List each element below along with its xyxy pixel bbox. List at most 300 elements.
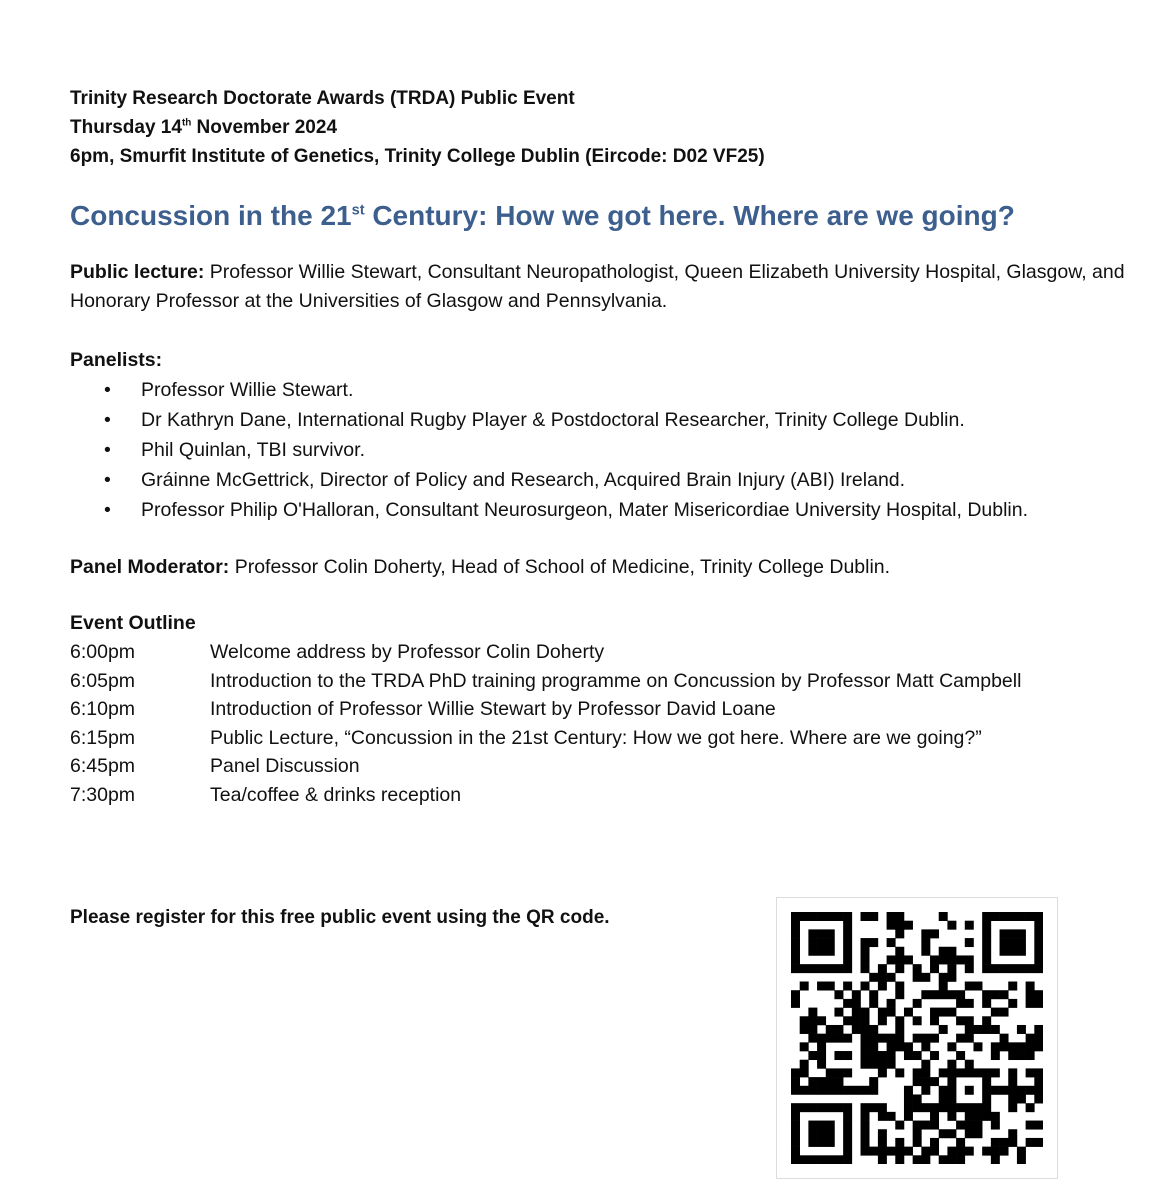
qr-module: [826, 1155, 835, 1164]
qr-module: [904, 1094, 913, 1103]
qr-module: [791, 990, 800, 999]
qr-module: [861, 1008, 870, 1017]
qr-module: [913, 964, 922, 973]
qr-module: [878, 1147, 887, 1156]
qr-module: [939, 947, 948, 956]
qr-module: [843, 1034, 852, 1043]
qr-module: [913, 1129, 922, 1138]
qr-module: [869, 973, 878, 982]
qr-module: [939, 1155, 948, 1164]
qr-module: [956, 1155, 965, 1164]
outline-desc: Introduction of Professor Willie Stewart by Professor David Loane: [210, 698, 776, 720]
qr-module: [1034, 1042, 1043, 1051]
qr-module: [921, 1060, 930, 1069]
qr-module: [791, 1086, 800, 1095]
qr-module: [1008, 1138, 1017, 1147]
qr-module: [930, 1051, 939, 1060]
qr-module: [1008, 964, 1017, 973]
event-outline-heading: Event Outline: [70, 612, 196, 634]
qr-module: [947, 1042, 956, 1051]
qr-module: [982, 1094, 991, 1103]
qr-module: [808, 1103, 817, 1112]
list-item: • Phil Quinlan, TBI survivor.: [70, 435, 1140, 465]
qr-module: [913, 1051, 922, 1060]
qr-module: [1008, 947, 1017, 956]
qr-module: [1034, 964, 1043, 973]
qr-module: [1008, 982, 1017, 991]
qr-module: [869, 1034, 878, 1043]
qr-module: [965, 921, 974, 930]
qr-module: [904, 1147, 913, 1156]
qr-module: [869, 1086, 878, 1095]
qr-module: [808, 1155, 817, 1164]
qr-module: [887, 973, 896, 982]
qr-module: [887, 1147, 896, 1156]
panel-moderator: [70, 553, 1140, 582]
qr-module: [817, 1051, 826, 1060]
qr-module: [930, 1034, 939, 1043]
qr-module: [817, 929, 826, 938]
qr-module: [843, 1129, 852, 1138]
qr-module: [939, 1094, 948, 1103]
qr-module: [843, 921, 852, 930]
qr-module: [1034, 1034, 1043, 1043]
qr-module: [895, 1155, 904, 1164]
qr-module: [869, 990, 878, 999]
qr-module: [817, 912, 826, 921]
qr-module: [861, 1121, 870, 1130]
qr-module: [1034, 1138, 1043, 1147]
qr-module: [930, 929, 939, 938]
qr-module: [1017, 929, 1026, 938]
qr-module: [861, 1112, 870, 1121]
qr-module: [878, 1034, 887, 1043]
qr-module: [1026, 1042, 1035, 1051]
qr-module: [791, 912, 800, 921]
qr-module: [834, 1086, 843, 1095]
qr-module: [921, 1042, 930, 1051]
qr-module: [861, 955, 870, 964]
qr-module: [982, 1025, 991, 1034]
qr-module: [947, 1155, 956, 1164]
qr-module: [791, 1138, 800, 1147]
qr-module: [947, 1147, 956, 1156]
qr-module: [913, 1155, 922, 1164]
qr-module: [921, 929, 930, 938]
qr-module: [939, 1086, 948, 1095]
qr-module: [895, 1034, 904, 1043]
qr-module: [913, 973, 922, 982]
qr-module: [982, 1077, 991, 1086]
qr-module: [817, 1121, 826, 1130]
qr-module: [1034, 938, 1043, 947]
qr-module: [817, 1138, 826, 1147]
qr-module: [904, 1112, 913, 1121]
qr-module: [1000, 929, 1009, 938]
qr-code-icon: [791, 912, 1043, 1164]
bullet-icon: •: [104, 469, 111, 491]
qr-module: [965, 1068, 974, 1077]
qr-module: [878, 1112, 887, 1121]
qr-module: [843, 1121, 852, 1130]
qr-module: [1008, 1086, 1017, 1095]
qr-module: [913, 1016, 922, 1025]
qr-module: [947, 955, 956, 964]
qr-module: [956, 990, 965, 999]
qr-module: [913, 1077, 922, 1086]
panel-moderator-text: Professor Colin Doherty, Head of School of Medicine, Trinity College Dublin.: [229, 556, 891, 578]
qr-module: [904, 1042, 913, 1051]
qr-module: [982, 955, 991, 964]
qr-module: [939, 1068, 948, 1077]
qr-module: [982, 999, 991, 1008]
qr-module: [895, 990, 904, 999]
qr-module: [1026, 1103, 1035, 1112]
qr-module: [817, 1034, 826, 1043]
qr-module: [834, 1008, 843, 1017]
qr-module: [878, 1129, 887, 1138]
qr-module: [878, 964, 887, 973]
qr-module: [956, 1103, 965, 1112]
qr-module: [869, 938, 878, 947]
qr-module: [1008, 1051, 1017, 1060]
qr-module: [895, 929, 904, 938]
qr-module: [800, 1103, 809, 1112]
qr-module: [1008, 999, 1017, 1008]
qr-module: [1026, 964, 1035, 973]
qr-module: [947, 990, 956, 999]
qr-module: [843, 1155, 852, 1164]
qr-module: [1017, 1025, 1026, 1034]
qr-module: [861, 912, 870, 921]
event-outline: [70, 638, 1140, 809]
qr-module: [895, 1025, 904, 1034]
qr-module: [843, 1068, 852, 1077]
outline-row: [70, 638, 1140, 667]
qr-module: [1008, 912, 1017, 921]
qr-module: [861, 1034, 870, 1043]
qr-module: [921, 947, 930, 956]
qr-module: [973, 1025, 982, 1034]
qr-module: [1000, 1008, 1009, 1017]
qr-module: [965, 1016, 974, 1025]
qr-module: [1008, 1129, 1017, 1138]
qr-module: [791, 1129, 800, 1138]
qr-module: [913, 1138, 922, 1147]
qr-module: [861, 1086, 870, 1095]
qr-module: [869, 1147, 878, 1156]
qr-module: [939, 1008, 948, 1017]
qr-module: [1017, 1086, 1026, 1095]
qr-module: [965, 1147, 974, 1156]
event-name: Trinity Research Doctorate Awards (TRDA) Public Event: [70, 88, 575, 109]
qr-module: [843, 999, 852, 1008]
qr-module: [791, 1121, 800, 1130]
outline-desc: Tea/coffee & drinks reception: [210, 783, 462, 806]
qr-module: [817, 1060, 826, 1069]
qr-module: [939, 955, 948, 964]
qr-module: [913, 999, 922, 1008]
qr-module: [834, 912, 843, 921]
qr-module: [947, 921, 956, 930]
qr-module: [1026, 1068, 1035, 1077]
qr-module: [878, 973, 887, 982]
qr-module: [921, 1034, 930, 1043]
qr-module: [808, 947, 817, 956]
qr-module: [1026, 1034, 1035, 1043]
qr-module: [965, 1121, 974, 1130]
qr-module: [1034, 955, 1043, 964]
qr-module: [852, 1008, 861, 1017]
qr-module: [921, 938, 930, 947]
qr-module: [904, 955, 913, 964]
qr-module: [852, 1025, 861, 1034]
qr-module: [921, 1155, 930, 1164]
qr-module: [991, 912, 1000, 921]
list-item: • Professor Philip O'Halloran, Consultant Neurosurgeon, Mater Misericordiae University Hospital, Dublin.: [70, 495, 1140, 525]
qr-module: [982, 964, 991, 973]
qr-module: [930, 1103, 939, 1112]
qr-module: [826, 1025, 835, 1034]
qr-module: [834, 1068, 843, 1077]
qr-module: [973, 1068, 982, 1077]
qr-module: [791, 1147, 800, 1156]
qr-module: [1026, 1138, 1035, 1147]
outline-time: 6:00pm: [70, 641, 136, 663]
qr-module: [869, 1103, 878, 1112]
qr-module: [817, 982, 826, 991]
qr-module: [817, 938, 826, 947]
qr-module: [800, 1042, 809, 1051]
outline-time: 6:10pm: [70, 698, 136, 720]
qr-module: [895, 955, 904, 964]
qr-module: [1017, 938, 1026, 947]
qr-module: [1034, 921, 1043, 930]
qr-module: [1034, 1121, 1043, 1130]
qr-module: [930, 990, 939, 999]
qr-module: [947, 973, 956, 982]
event-date: Thursday 14th November 2024: [70, 117, 338, 138]
qr-module: [930, 955, 939, 964]
qr-module: [895, 964, 904, 973]
qr-module: [852, 999, 861, 1008]
qr-module: [878, 1008, 887, 1017]
qr-module: [895, 1068, 904, 1077]
qr-module: [852, 1086, 861, 1095]
qr-module: [808, 1034, 817, 1043]
qr-module: [895, 1016, 904, 1025]
qr-module: [817, 1042, 826, 1051]
qr-module: [817, 1155, 826, 1164]
qr-module: [861, 1016, 870, 1025]
qr-module: [973, 982, 982, 991]
qr-module: [921, 973, 930, 982]
qr-module: [791, 964, 800, 973]
qr-module: [861, 1042, 870, 1051]
qr-module: [817, 1086, 826, 1095]
qr-module: [808, 1077, 817, 1086]
qr-module: [861, 982, 870, 991]
qr-module: [887, 1051, 896, 1060]
qr-module: [800, 1068, 809, 1077]
qr-module: [826, 982, 835, 991]
qr-module: [869, 1077, 878, 1086]
qr-module: [808, 1008, 817, 1017]
public-lecture-text: Professor Willie Stewart, Consultant Neuropathologist, Queen Elizabeth University Hospital, Glasgow, and Honorary Professor at the Universities of Glasgow and Pennsylvania.: [70, 261, 1125, 312]
qr-module: [895, 982, 904, 991]
qr-module: [913, 1068, 922, 1077]
qr-module: [973, 1042, 982, 1051]
qr-module: [834, 1025, 843, 1034]
qr-module: [791, 1077, 800, 1086]
qr-module: [834, 990, 843, 999]
qr-module: [791, 1103, 800, 1112]
qr-module: [834, 1051, 843, 1060]
qr-module: [895, 947, 904, 956]
qr-module: [791, 929, 800, 938]
qr-module: [878, 1103, 887, 1112]
qr-module: [939, 1129, 948, 1138]
qr-module: [991, 1025, 1000, 1034]
qr-module: [913, 1121, 922, 1130]
qr-module: [1034, 1077, 1043, 1086]
qr-module: [800, 964, 809, 973]
qr-module: [878, 982, 887, 991]
qr-module: [826, 1121, 835, 1130]
qr-module: [921, 1103, 930, 1112]
qr-module: [826, 912, 835, 921]
qr-module: [861, 947, 870, 956]
qr-module: [913, 1094, 922, 1103]
qr-module: [1034, 1025, 1043, 1034]
qr-module: [947, 1086, 956, 1095]
qr-module: [947, 947, 956, 956]
qr-module: [947, 1068, 956, 1077]
qr-module: [1026, 990, 1035, 999]
qr-module: [1034, 1068, 1043, 1077]
qr-module: [956, 1147, 965, 1156]
outline-time: 6:45pm: [70, 755, 136, 777]
qr-module: [1017, 1051, 1026, 1060]
qr-module: [991, 990, 1000, 999]
qr-module: [1008, 1103, 1017, 1112]
qr-module: [834, 1155, 843, 1164]
bullet-icon: •: [104, 409, 111, 431]
qr-module: [843, 982, 852, 991]
outline-desc: Welcome address by Professor Colin Doherty: [210, 641, 605, 663]
qr-module: [869, 912, 878, 921]
qr-module: [956, 1121, 965, 1130]
qr-module: [947, 1008, 956, 1017]
qr-module: [965, 955, 974, 964]
qr-module: [800, 912, 809, 921]
qr-module: [895, 1121, 904, 1130]
event-flyer: [70, 84, 1140, 809]
qr-module: [965, 1112, 974, 1121]
qr-module: [973, 1129, 982, 1138]
qr-module: [982, 929, 991, 938]
qr-module: [982, 990, 991, 999]
qr-module: [947, 1112, 956, 1121]
qr-module: [921, 1147, 930, 1156]
qr-module: [1026, 912, 1035, 921]
qr-module: [930, 964, 939, 973]
qr-module: [921, 1077, 930, 1086]
qr-module: [861, 1051, 870, 1060]
qr-module: [1008, 929, 1017, 938]
qr-module: [887, 955, 896, 964]
qr-module: [800, 1155, 809, 1164]
qr-module: [1034, 999, 1043, 1008]
qr-module: [956, 1051, 965, 1060]
bullet-icon: •: [104, 379, 111, 401]
qr-module: [861, 964, 870, 973]
qr-module: [939, 1025, 948, 1034]
qr-module: [939, 1103, 948, 1112]
qr-module: [1008, 938, 1017, 947]
qr-module: [826, 1086, 835, 1095]
qr-module: [826, 929, 835, 938]
bullet-icon: •: [104, 439, 111, 461]
event-venue: 6pm, Smurfit Institute of Genetics, Trinity College Dublin (Eircode: D02 VF25): [70, 146, 765, 167]
qr-module: [808, 1016, 817, 1025]
qr-module: [895, 1147, 904, 1156]
outline-row: [70, 752, 1140, 781]
outline-row: [70, 667, 1140, 696]
panelists-heading: Panelists:: [70, 349, 163, 371]
register-note: Please register for this free public event using the QR code.: [70, 907, 610, 928]
outline-time: 6:05pm: [70, 669, 136, 692]
qr-module: [939, 990, 948, 999]
qr-module: [878, 1016, 887, 1025]
public-lecture: [70, 258, 1140, 316]
qr-module: [1034, 990, 1043, 999]
qr-module: [904, 921, 913, 930]
qr-module: [930, 1077, 939, 1086]
qr-module: [1000, 1147, 1009, 1156]
qr-module: [895, 921, 904, 930]
qr-module: [800, 982, 809, 991]
qr-module: [826, 938, 835, 947]
qr-module: [956, 955, 965, 964]
qr-module: [887, 938, 896, 947]
qr-module: [965, 1025, 974, 1034]
qr-module: [1000, 964, 1009, 973]
list-item: • Dr Kathryn Dane, International Rugby Player & Postdoctoral Researcher, Trinity College Dublin.: [70, 405, 1140, 435]
qr-module: [1026, 1121, 1035, 1130]
outline-time: 7:30pm: [70, 783, 136, 806]
qr-module: [991, 1086, 1000, 1095]
qr-module: [808, 1129, 817, 1138]
qr-module: [921, 1086, 930, 1095]
qr-module: [956, 1016, 965, 1025]
qr-code[interactable]: [776, 897, 1058, 1179]
qr-module: [965, 1086, 974, 1095]
qr-module: [991, 1138, 1000, 1147]
qr-module: [1017, 912, 1026, 921]
qr-module: [930, 1016, 939, 1025]
bullet-icon: •: [104, 499, 111, 521]
qr-module: [791, 921, 800, 930]
qr-module: [895, 912, 904, 921]
qr-module: [887, 921, 896, 930]
qr-module: [965, 1129, 974, 1138]
qr-module: [826, 1129, 835, 1138]
qr-module: [834, 1103, 843, 1112]
qr-module: [895, 1042, 904, 1051]
qr-module: [991, 1068, 1000, 1077]
qr-module: [800, 1025, 809, 1034]
